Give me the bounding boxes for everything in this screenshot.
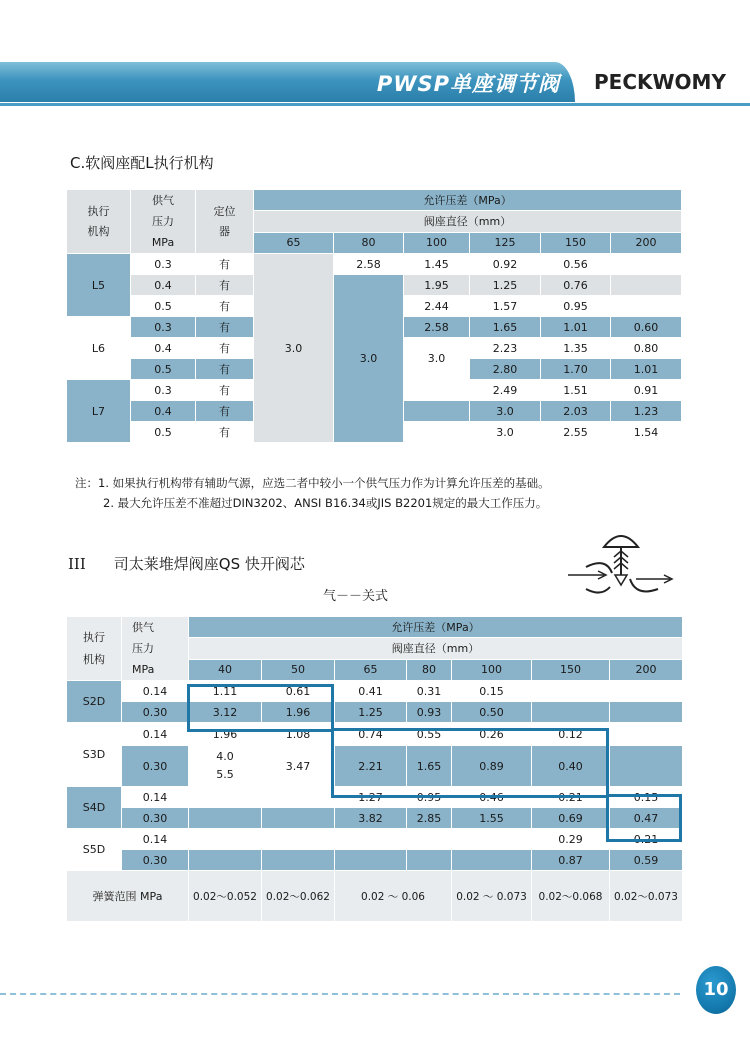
cell: 0.41 <box>335 681 407 702</box>
cell: 1.55 <box>452 808 532 829</box>
section-iii-title <box>68 553 305 574</box>
cell <box>407 850 452 871</box>
cell: 0.89 <box>452 746 532 787</box>
spring-range-50: 0.02～0.062 <box>262 871 335 922</box>
cell: 2.49 <box>470 380 541 401</box>
cell: 1.01 <box>611 359 682 380</box>
cell: 0.95 <box>407 787 452 808</box>
cell: 0.21 <box>532 787 610 808</box>
dia-65: 65 <box>254 232 334 253</box>
cell: 0.46 <box>452 787 532 808</box>
cell: 0.12 <box>532 723 610 746</box>
cell: 0.3 <box>131 254 196 275</box>
cell: 1.25 <box>470 275 541 296</box>
cell: 0.26 <box>452 723 532 746</box>
group-s3d: S3D <box>67 723 122 787</box>
cell: 2.44 <box>404 296 470 317</box>
spring-range-200: 0.02～0.073 <box>610 871 683 922</box>
cell: 0.29 <box>532 829 610 850</box>
cell: 0.4 <box>131 338 196 359</box>
cell <box>335 829 407 850</box>
cell: 有 <box>196 401 254 422</box>
dia-80: 80 <box>334 232 404 253</box>
cell: 0.4 <box>131 275 196 296</box>
cell: 有 <box>196 317 254 338</box>
cell: 2.03 <box>541 401 611 422</box>
dia-100: 100 <box>404 232 470 253</box>
group-s2d: S2D <box>67 681 122 723</box>
cell <box>189 808 262 829</box>
header-actuator: 执行 机构 <box>67 617 122 681</box>
cell: 1.96 <box>262 702 335 723</box>
dia-80: 80 <box>407 659 452 680</box>
cell: 0.5 <box>131 422 196 443</box>
cell: 0.74 <box>335 723 407 746</box>
spring-range-40: 0.02～0.052 <box>189 871 262 922</box>
cell: 0.91 <box>611 380 682 401</box>
cell: 0.80 <box>611 338 682 359</box>
header-positioner: 定位 器 <box>196 190 254 254</box>
dia-40: 40 <box>189 659 262 680</box>
cell: 0.76 <box>541 275 611 296</box>
cell: 0.15 <box>452 681 532 702</box>
cell: 1.25 <box>335 702 407 723</box>
cell: 0.5 <box>131 296 196 317</box>
group-l5: L5 <box>67 254 131 317</box>
dia-100: 100 <box>452 659 532 680</box>
cell-merged-80: 3.0 <box>334 275 404 443</box>
cell: 0.59 <box>610 850 683 871</box>
cell: 1.45 <box>404 254 470 275</box>
header-title: PWSP单座调节阀 <box>376 72 560 96</box>
cell: 0.40 <box>532 746 610 787</box>
section-iii-subtitle: 气－－关式 <box>323 589 389 604</box>
cell <box>452 829 532 850</box>
group-s5d: S5D <box>67 829 122 871</box>
cell <box>407 829 452 850</box>
note-1: 注：1. 如果执行机构带有辅助气源，应选二者中较小一个供气压力作为计算允许压差的基础。 <box>75 476 550 490</box>
table-soft-seat-l-actuator <box>66 189 682 443</box>
cell <box>189 850 262 871</box>
spring-range-100: 0.02 ～ 0.073 <box>452 871 532 922</box>
cell: 2.55 <box>541 422 611 443</box>
footer-dashed-rule <box>0 993 680 995</box>
cell <box>611 296 682 317</box>
cell: 1.23 <box>611 401 682 422</box>
section-iii-title-text: 司太莱堆焊阀座QS 快开阀芯 <box>113 555 305 573</box>
cell: 0.55 <box>407 723 452 746</box>
cell: 3.47 <box>262 746 335 787</box>
cell: 0.14 <box>122 681 189 702</box>
header-seat: 阀座直径（mm） <box>189 638 683 659</box>
cell: 1.95 <box>404 275 470 296</box>
header-allow: 允许压差（MPa） <box>254 190 682 211</box>
header-actuator: 执行 机构 <box>67 190 131 254</box>
cell: 2.58 <box>334 254 404 275</box>
cell: 1.96 <box>189 723 262 746</box>
cell <box>611 254 682 275</box>
cell: 有 <box>196 380 254 401</box>
quick-open-valve-diagram-icon <box>566 527 676 602</box>
cell: 1.08 <box>262 723 335 746</box>
cell <box>262 850 335 871</box>
cell: 1.65 <box>470 317 541 338</box>
spring-range-150: 0.02～0.068 <box>532 871 610 922</box>
cell: 0.30 <box>122 746 189 787</box>
roman-numeral: III <box>68 555 86 573</box>
cell: 1.70 <box>541 359 611 380</box>
cell: 0.95 <box>541 296 611 317</box>
dia-125: 125 <box>470 232 541 253</box>
group-l6: L6 <box>67 317 131 380</box>
cell: 2.21 <box>335 746 407 787</box>
dia-200: 200 <box>610 659 683 680</box>
section-c-title: C.软阀座配L执行机构 <box>70 154 214 172</box>
dia-150: 150 <box>532 659 610 680</box>
cell: 3.0 <box>470 422 541 443</box>
cell <box>610 746 683 787</box>
group-s4d: S4D <box>67 787 122 829</box>
cell: 1.01 <box>541 317 611 338</box>
cell <box>262 829 335 850</box>
header-rule <box>0 103 750 106</box>
spring-range-label: 弹簧范围 MPa <box>67 871 189 922</box>
cell-merged-100: 3.0 <box>404 338 470 380</box>
cell: 0.3 <box>131 317 196 338</box>
cell: 3.82 <box>335 808 407 829</box>
cell: 0.30 <box>122 808 189 829</box>
cell: 有 <box>196 296 254 317</box>
cell <box>404 380 470 401</box>
cell <box>262 808 335 829</box>
cell: 0.14 <box>122 787 189 808</box>
cell <box>404 401 470 422</box>
cell: 0.15 <box>610 787 683 808</box>
cell <box>404 422 470 443</box>
cell <box>189 829 262 850</box>
cell <box>335 850 407 871</box>
cell: 2.23 <box>470 338 541 359</box>
cell: 3.12 <box>189 702 262 723</box>
cell <box>610 702 683 723</box>
cell: 0.93 <box>407 702 452 723</box>
cell: 0.50 <box>452 702 532 723</box>
page-header <box>0 62 750 102</box>
cell: 2.58 <box>404 317 470 338</box>
cell: 0.61 <box>262 681 335 702</box>
cell: 有 <box>196 359 254 380</box>
cell: 0.5 <box>131 359 196 380</box>
cell: 0.14 <box>122 723 189 746</box>
dia-65: 65 <box>335 659 407 680</box>
table-stellite-qs-quick-open <box>66 616 683 922</box>
brand-logo: PECKWOMY <box>594 70 726 94</box>
cell: 有 <box>196 275 254 296</box>
cell <box>532 681 610 702</box>
dia-200: 200 <box>611 232 682 253</box>
cell: 0.30 <box>122 850 189 871</box>
cell <box>610 723 683 746</box>
note-2: 2. 最大允许压差不准超过DIN3202、ANSI B16.34或JIS B2201规定的最大工作压力。 <box>103 496 548 510</box>
cell <box>532 702 610 723</box>
group-l7: L7 <box>67 380 131 443</box>
cell: 4.0 5.5 <box>189 746 262 787</box>
cell: 0.31 <box>407 681 452 702</box>
cell: 0.87 <box>532 850 610 871</box>
cell: 2.85 <box>407 808 452 829</box>
spring-range-65-80: 0.02 ～ 0.06 <box>335 871 452 922</box>
cell: 2.80 <box>470 359 541 380</box>
notes <box>75 473 550 513</box>
cell: 0.60 <box>611 317 682 338</box>
cell <box>189 787 262 808</box>
cell: 0.69 <box>532 808 610 829</box>
cell: 有 <box>196 422 254 443</box>
cell <box>610 681 683 702</box>
cell: 有 <box>196 254 254 275</box>
cell: 1.65 <box>407 746 452 787</box>
cell: 0.92 <box>470 254 541 275</box>
cell: 0.21 <box>610 829 683 850</box>
cell: 1.27 <box>335 787 407 808</box>
cell <box>611 275 682 296</box>
header-supply: 供气 压力 MPa <box>131 190 196 254</box>
cell: 1.57 <box>470 296 541 317</box>
cell <box>452 850 532 871</box>
header-seat: 阀座直径（mm） <box>254 211 682 232</box>
header-supply: 供气 压力 MPa <box>122 617 189 681</box>
dia-50: 50 <box>262 659 335 680</box>
cell: 0.47 <box>610 808 683 829</box>
page-number-badge: 10 <box>696 966 736 1014</box>
cell: 0.14 <box>122 829 189 850</box>
cell: 0.3 <box>131 380 196 401</box>
cell: 3.0 <box>470 401 541 422</box>
cell: 1.11 <box>189 681 262 702</box>
cell: 1.35 <box>541 338 611 359</box>
cell: 有 <box>196 338 254 359</box>
cell: 0.4 <box>131 401 196 422</box>
dia-150: 150 <box>541 232 611 253</box>
cell <box>262 787 335 808</box>
header-allow: 允许压差（MPa） <box>189 617 683 638</box>
cell: 0.30 <box>122 702 189 723</box>
cell-merged-65: 3.0 <box>254 254 334 443</box>
cell: 0.56 <box>541 254 611 275</box>
cell: 1.54 <box>611 422 682 443</box>
cell: 1.51 <box>541 380 611 401</box>
